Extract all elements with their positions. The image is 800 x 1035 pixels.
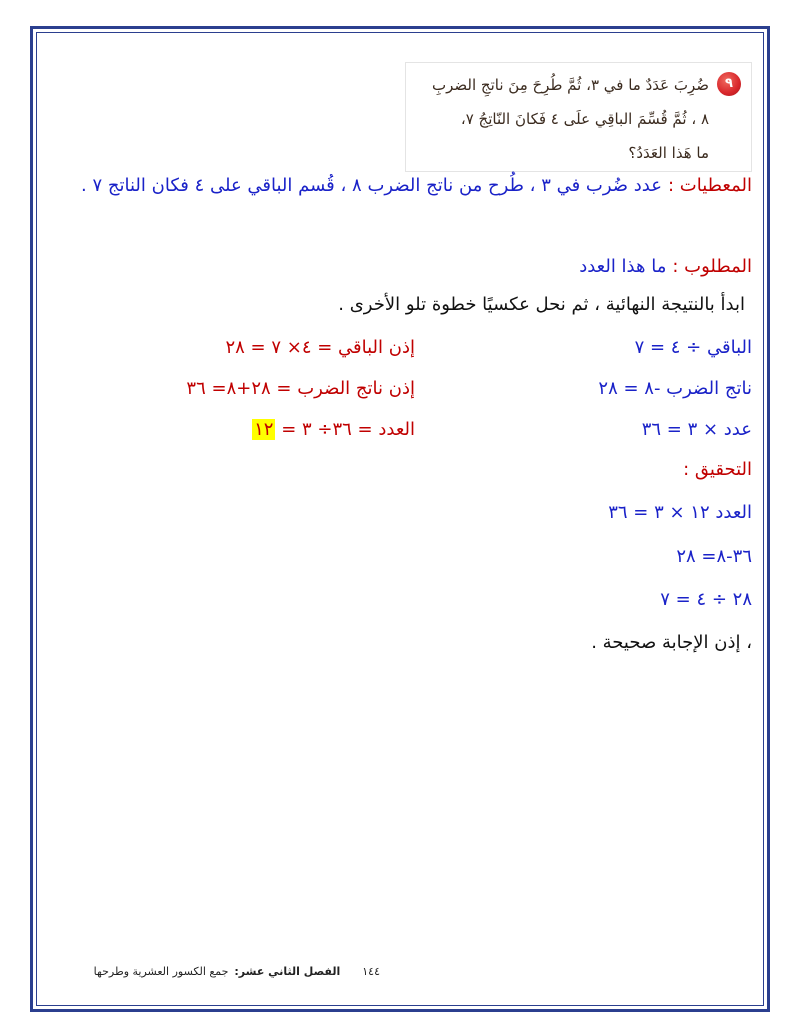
step-equation: ناتج الضرب -٨ = ٢٨	[598, 378, 752, 399]
required-text: ما هذا العدد	[579, 256, 667, 277]
question-number-badge: ٩	[717, 72, 741, 96]
step-solution	[75, 410, 415, 450]
required-label: المطلوب :	[672, 256, 752, 277]
question-line: ما هَذا العَدَدُ؟	[628, 144, 709, 162]
step-equation: الباقي ÷ ٤ = ٧	[634, 337, 752, 358]
question-line: ٨ ، ثُمَّ قُسِّمَ الباقِي علَى ٤ فَكانَ النّاتِجُ ٧،	[460, 110, 709, 128]
chapter-label: الفصل الثاني عشر:	[234, 965, 341, 978]
required-paragraph	[75, 247, 752, 287]
page-footer	[94, 962, 380, 982]
check-line: ٣٦-٨= ٢٨	[676, 546, 752, 567]
question-box	[405, 62, 752, 172]
givens-paragraph	[75, 166, 752, 206]
question-line: ضُرِبَ عَدَدٌ ما في ٣، ثُمَّ طُرِحَ مِنَ ناتجِ الضربِ	[432, 76, 709, 94]
final-answer-highlight: ١٢	[254, 419, 274, 440]
check-line: العدد ١٢ × ٣ = ٣٦	[608, 502, 752, 523]
solution-step	[75, 410, 752, 450]
step-solution-prefix: العدد = ٣٦÷ ٣ =	[275, 419, 415, 440]
step-solution: إذن ناتج الضرب = ٢٨+٨= ٣٦	[186, 378, 415, 399]
strategy-text: ابدأ بالنتيجة النهائية ، ثم نحل عكسيًا خطوة تلو الأخرى .	[338, 294, 745, 315]
check-label: التحقيق :	[683, 459, 752, 480]
step-equation: عدد × ٣ = ٣٦	[641, 419, 752, 440]
solution-step	[75, 328, 752, 368]
check-conclusion: ، إذن الإجابة صحيحة .	[591, 632, 752, 653]
chapter-title: جمع الكسور العشرية وطرحها	[93, 965, 229, 978]
solution-step	[75, 369, 752, 409]
givens-text: عدد ضُرب في ٣ ، طُرح من ناتج الضرب ٨ ، قُسم الباقي على ٤ فكان الناتج ٧ .	[81, 175, 662, 196]
givens-label: المعطيات :	[668, 175, 752, 196]
step-solution: إذن الباقي = ٤× ٧ = ٢٨	[225, 337, 415, 358]
check-line: ٢٨ ÷ ٤ = ٧	[660, 589, 752, 610]
page-number: ١٤٤	[362, 965, 380, 978]
